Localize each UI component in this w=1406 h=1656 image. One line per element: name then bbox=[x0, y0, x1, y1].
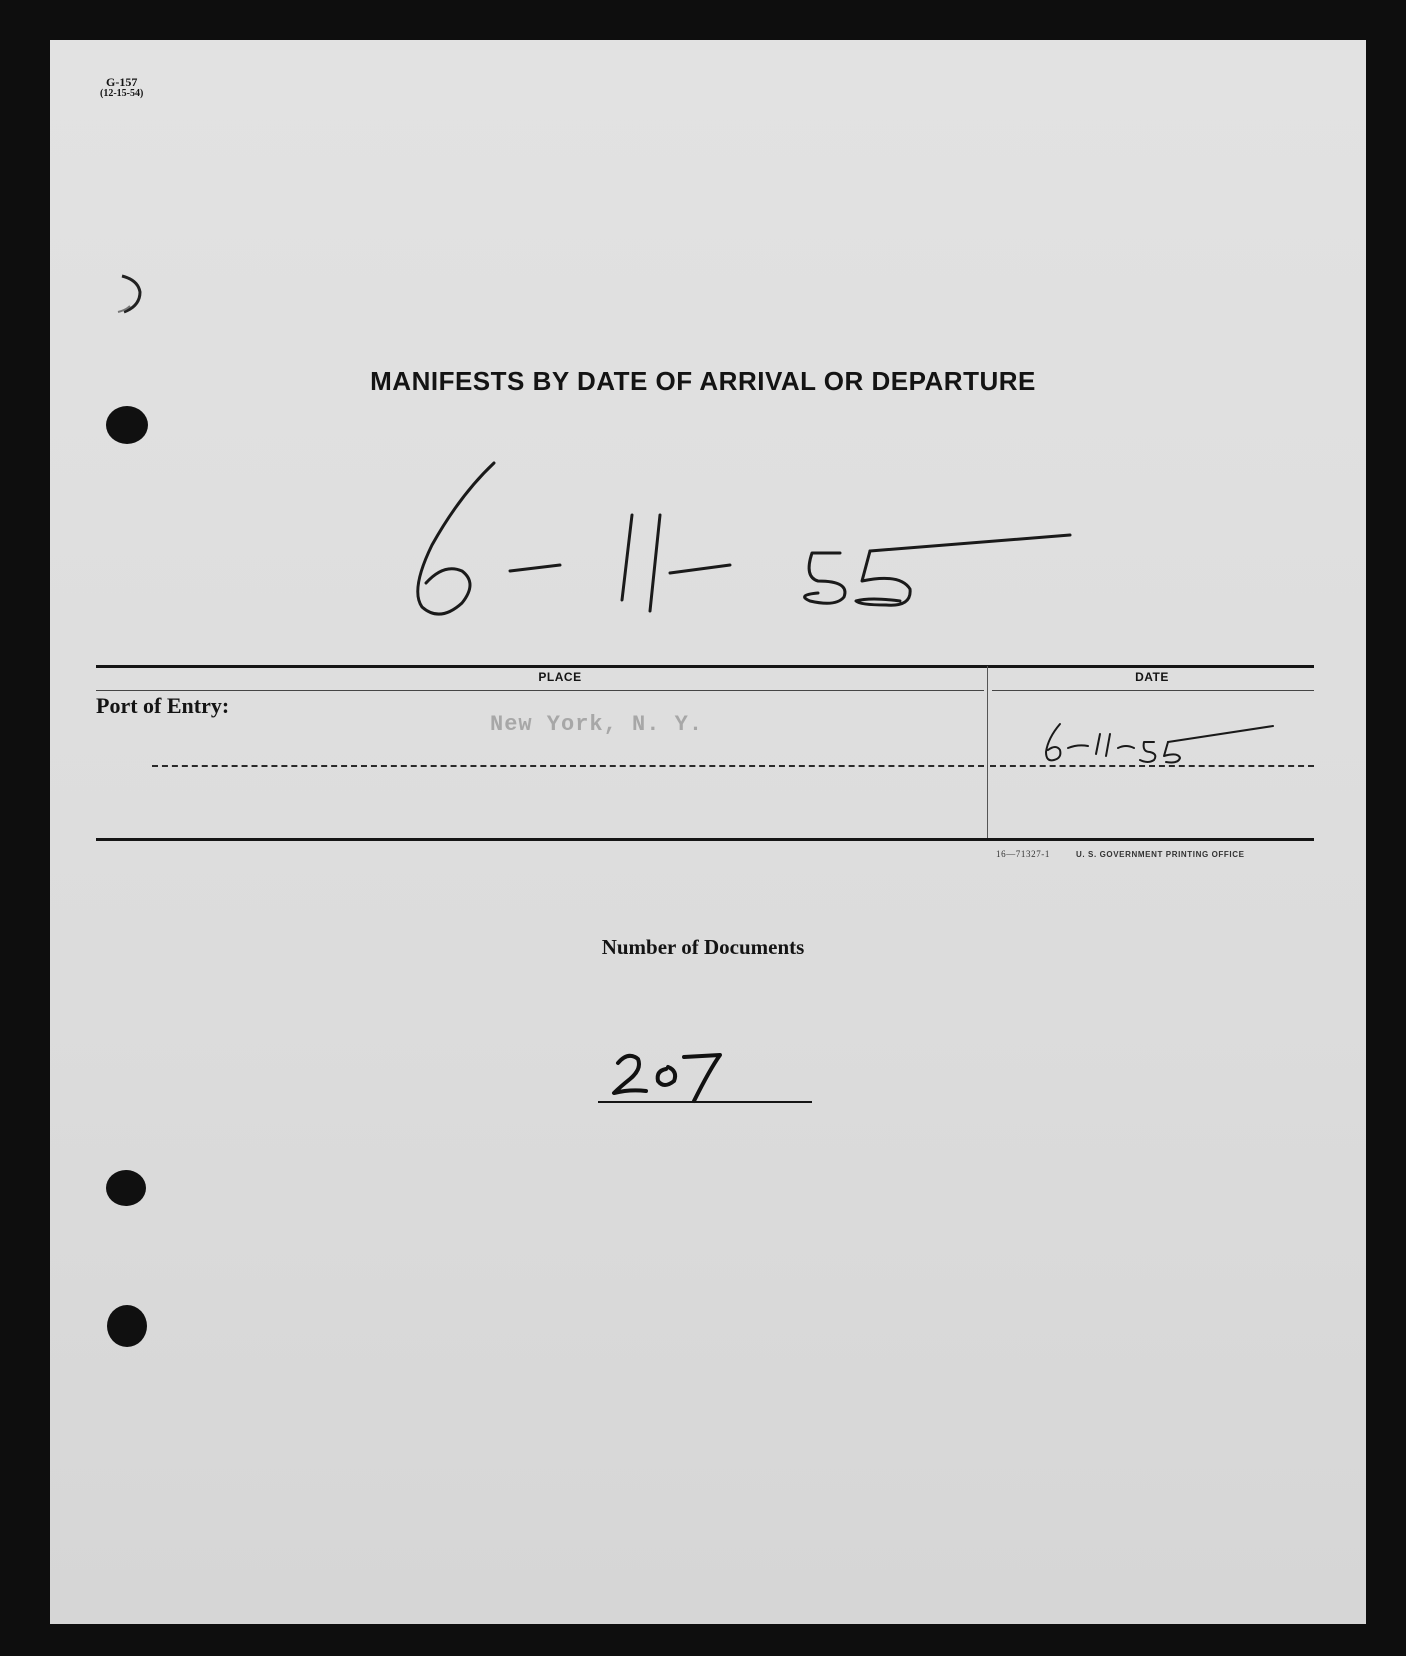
place-column-header: PLACE bbox=[538, 670, 582, 684]
document-count-line bbox=[598, 1101, 812, 1103]
form-id: G-157 bbox=[105, 75, 138, 89]
handwritten-date-large bbox=[400, 455, 1080, 625]
punch-hole-partial bbox=[104, 272, 154, 316]
number-of-documents-label: Number of Documents bbox=[601, 935, 805, 959]
printer-imprint bbox=[996, 849, 1245, 859]
port-of-entry-value[interactable]: New York, N. Y. bbox=[490, 712, 704, 737]
table-bottom-rule bbox=[96, 838, 1314, 841]
form-number bbox=[100, 76, 143, 100]
handwritten-date-small[interactable] bbox=[1038, 718, 1278, 768]
table-top-rule bbox=[96, 665, 1314, 668]
punch-hole-top bbox=[106, 406, 148, 444]
place-entry-line bbox=[152, 765, 984, 767]
date-column-header: DATE bbox=[1135, 670, 1169, 684]
punch-hole-bottom bbox=[107, 1305, 147, 1347]
printing-office: U. S. GOVERNMENT PRINTING OFFICE bbox=[1076, 850, 1245, 859]
port-of-entry-label: Port of Entry: bbox=[96, 693, 230, 718]
document-page bbox=[50, 40, 1366, 1624]
header-underline-date bbox=[992, 690, 1314, 691]
handwritten-document-count[interactable] bbox=[600, 1045, 820, 1115]
table-column-divider bbox=[987, 666, 988, 838]
form-revision-date: (12-15-54) bbox=[100, 88, 144, 99]
punch-hole-middle bbox=[106, 1170, 146, 1206]
printer-code: 16—71327-1 bbox=[996, 849, 1050, 859]
page-title: MANIFESTS BY DATE OF ARRIVAL OR DEPARTURE bbox=[370, 366, 1036, 396]
header-underline-place bbox=[96, 690, 984, 691]
